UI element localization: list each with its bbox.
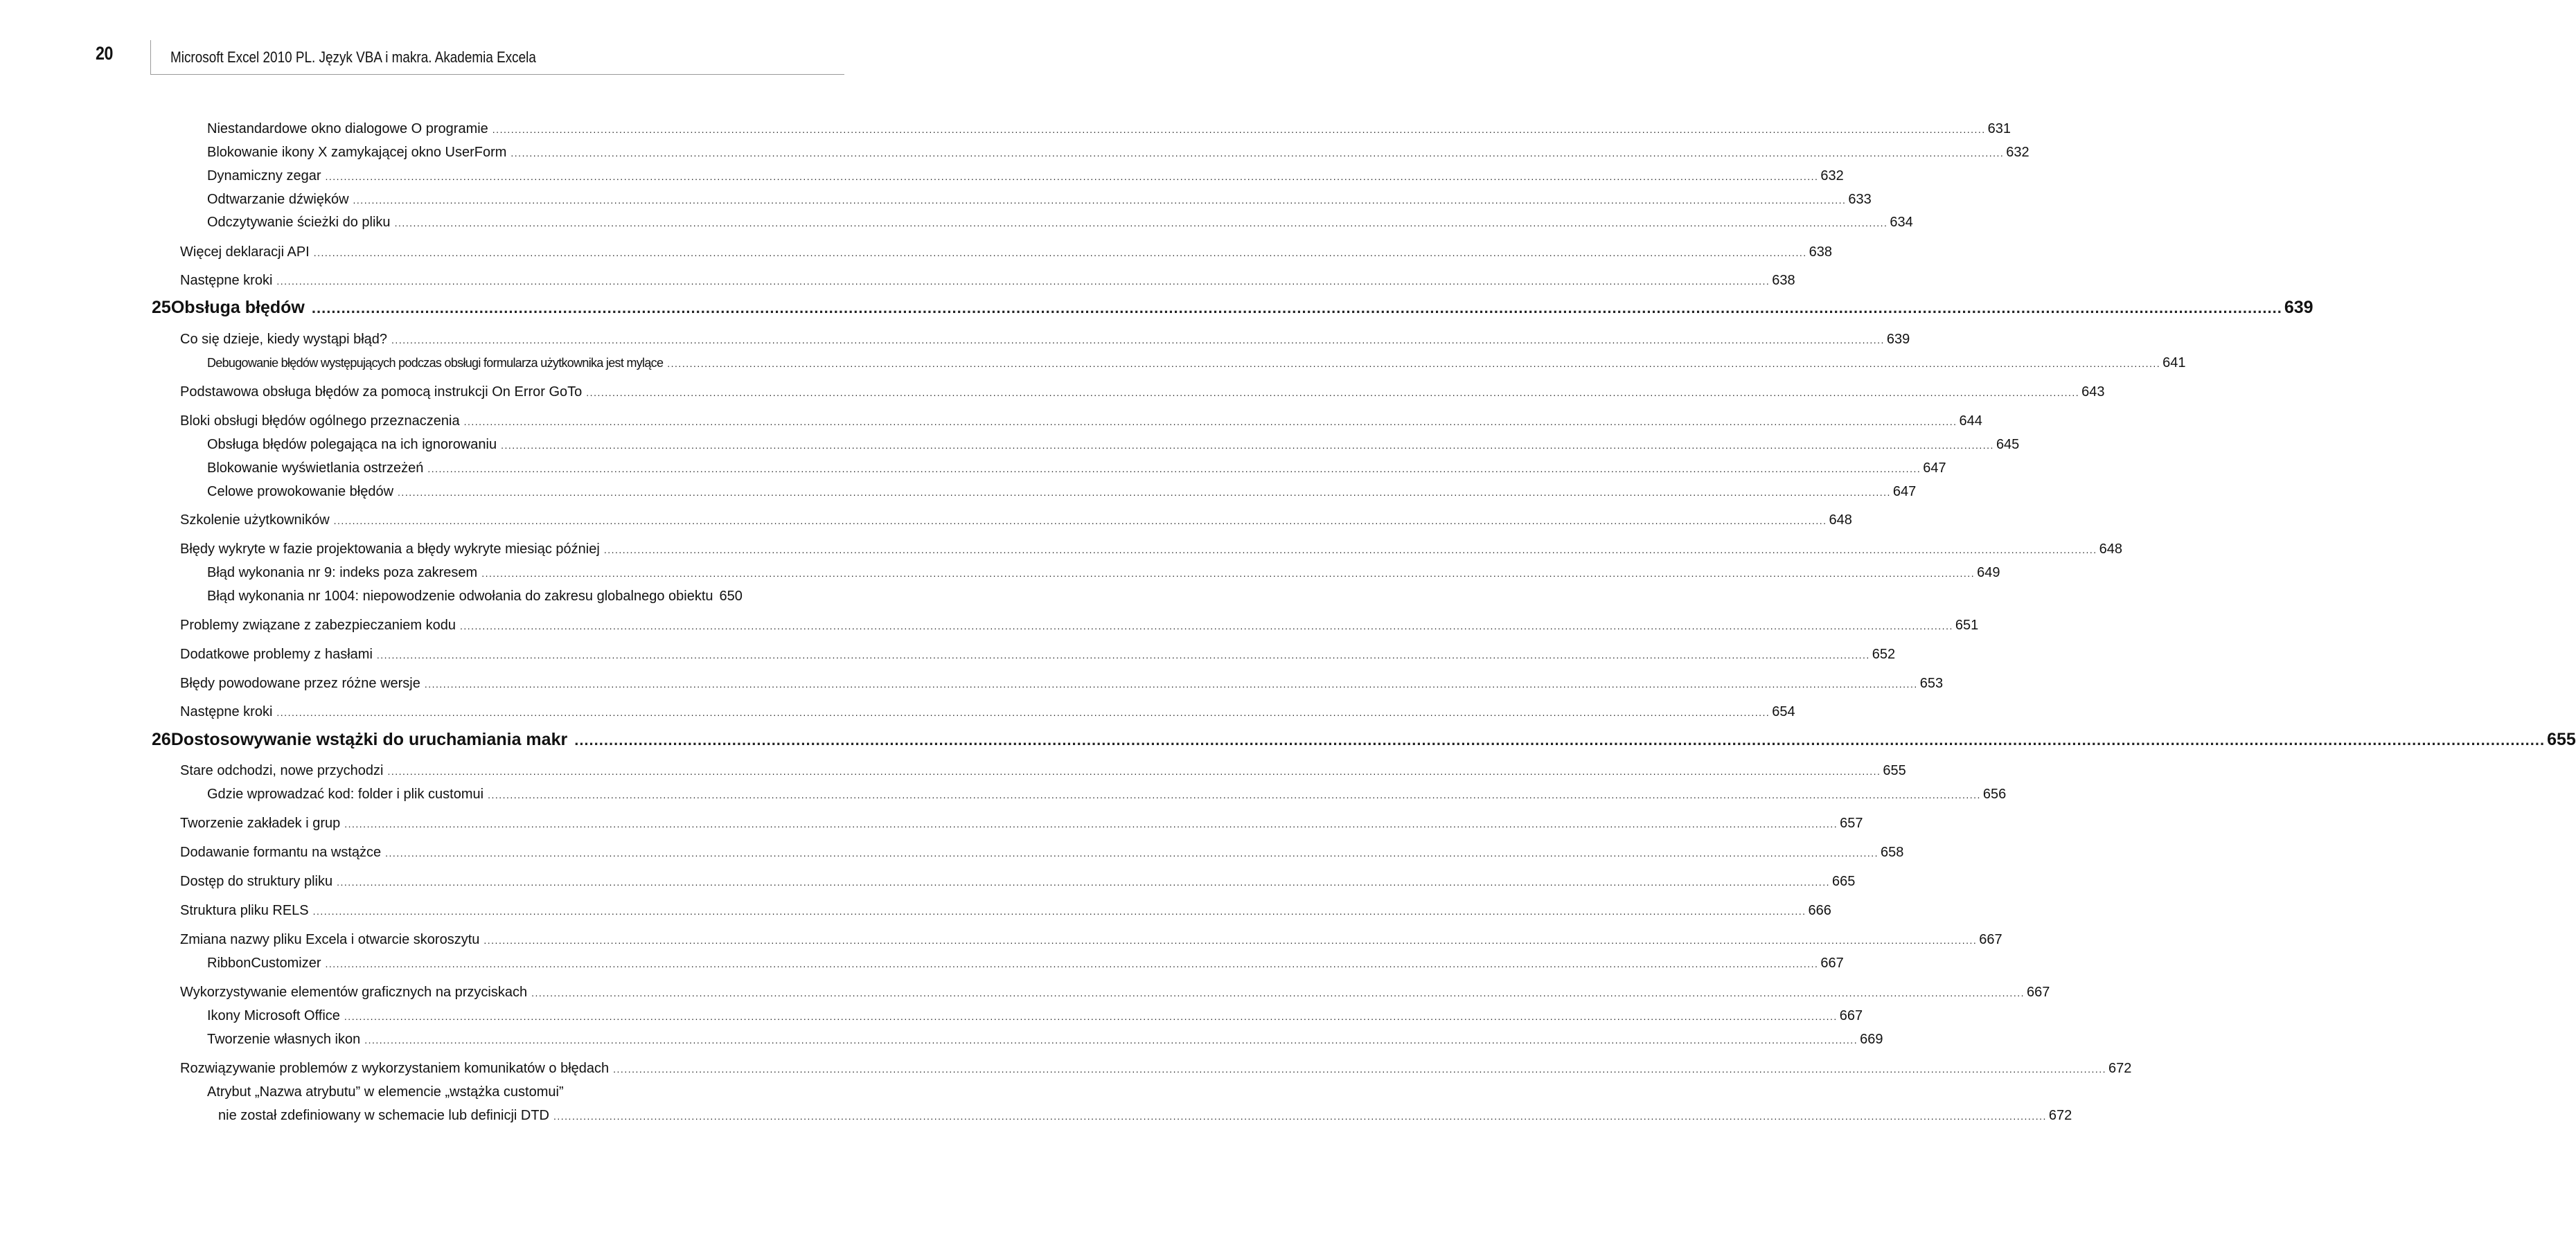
toc-entry-title: Stare odchodzi, nowe przychodzi (180, 763, 384, 778)
toc-entry-title: Podstawowa obsługa błędów za pomocą instrukcji On Error GoTo (180, 384, 583, 400)
page-ref: 643 (2081, 384, 2105, 400)
toc-entry-title-line: Atrybut „Nazwa atrybutu” w elemencie „wstążka customui” (207, 1084, 564, 1100)
toc-entry[interactable] (180, 872, 1856, 891)
toc-entry[interactable] (180, 539, 2123, 559)
dot-leader: ................................................................................................................................................................................................................................................................................................................................................................................................................ (313, 247, 1807, 258)
toc-entry-title: Wykorzystywanie elementów graficznych na przyciskach (180, 985, 528, 1000)
dot-leader: ................................................................................................................................................................................................................................................................................................................................................................................................................ (333, 515, 1827, 526)
page-ref: 631 (1987, 121, 2011, 136)
toc-entry-title: Szkolenie użytkowników (180, 512, 330, 528)
page-ref: 650 (719, 589, 743, 604)
toc-entry[interactable] (207, 190, 1872, 209)
toc-entry[interactable] (180, 1059, 2132, 1078)
dot-leader: ................................................................................................................................................................................................................................................................................................................................................................................................................ (344, 1011, 1838, 1022)
toc-entry-title: Debugowanie błędów występujących podczas obsługi formularza użytkownika jest mylące (207, 356, 664, 370)
dot-leader: ................................................................................................................................................................................................................................................................................................................................................................................................................ (427, 463, 1921, 474)
toc-entry-title: Obsługa błędów polegająca na ich ignorowaniu (207, 437, 497, 452)
toc-entry-title: Następne kroki (180, 704, 273, 719)
page-ref: 632 (1820, 168, 1844, 183)
toc-entry[interactable] (180, 330, 1910, 349)
toc-entry[interactable] (180, 510, 1852, 530)
toc-entry[interactable] (180, 702, 1795, 722)
dot-leader: ................................................................................................................................................................................................................................................................................................................................................................................................................ (325, 171, 1819, 182)
page-ref: 652 (1872, 647, 1896, 662)
toc-entry[interactable] (207, 563, 2000, 582)
toc-entry-title: Gdzie wprowadzać kod: folder i plik customui (207, 787, 484, 802)
toc-entry-title: Odtwarzanie dźwięków (207, 192, 349, 207)
toc-entry[interactable] (207, 119, 2011, 138)
toc-entry[interactable] (180, 930, 2002, 949)
toc-entry[interactable] (180, 901, 1831, 920)
chapter-title: Obsługa błędów (170, 298, 305, 317)
page-ref: 632 (2006, 145, 2029, 160)
toc-entry[interactable] (180, 674, 1944, 693)
page-ref: 633 (1848, 192, 1872, 207)
toc-entry-title: Tworzenie własnych ikon (207, 1032, 361, 1047)
page-ref: 644 (1959, 413, 1982, 429)
toc-entry[interactable] (207, 482, 1917, 501)
toc-chapter[interactable] (152, 728, 2576, 751)
toc-entry-title: Dynamiczny zegar (207, 168, 321, 183)
dot-leader: ................................................................................................................................................................................................................................................................................................................................................................................................................ (603, 544, 2097, 555)
page-ref: 647 (1892, 484, 1917, 499)
toc-entry-title: Blokowanie ikony X zamykającej okno UserForm (207, 145, 507, 160)
page-ref: 655 (1883, 763, 1906, 778)
dot-leader: ................................................................................................................................................................................................................................................................................................................................................................................................................ (510, 147, 2005, 159)
toc-entry-title: Odczytywanie ścieżki do pliku (207, 215, 391, 230)
toc-entry[interactable] (207, 1030, 1883, 1049)
dot-leader: ................................................................................................................................................................................................................................................................................................................................................................................................................ (391, 334, 1885, 346)
dot-leader: ................................................................................................................................................................................................................................................................................................................................................................................................................ (492, 124, 1986, 135)
toc-entry[interactable] (207, 1006, 1863, 1025)
chapter-title: Dostosowywanie wstążki do uruchamiania makr (170, 730, 568, 749)
page-ref: 647 (1923, 460, 1946, 476)
page-ref: 667 (1820, 956, 1844, 971)
dot-leader: ................................................................................................................................................................................................................................................................................................................................................................................................................ (376, 650, 1870, 661)
toc-entry[interactable] (207, 458, 1946, 478)
dot-leader: ................................................................................................................................................................................................................................................................................................................................................................................................................ (574, 731, 2546, 749)
dot-leader: ................................................................................................................................................................................................................................................................................................................................................................................................................ (667, 358, 2161, 369)
dot-leader: ................................................................................................................................................................................................................................................................................................................................................................................................................ (353, 195, 1847, 206)
page-ref: 658 (1881, 845, 1904, 860)
dot-leader: ................................................................................................................................................................................................................................................................................................................................................................................................................ (481, 568, 1975, 579)
page-ref: 667 (1979, 932, 2002, 947)
dot-leader: ................................................................................................................................................................................................................................................................................................................................................................................................................ (385, 848, 1879, 859)
toc-entry-title: RibbonCustomizer (207, 956, 321, 971)
toc-entry-title: Rozwiązywanie problemów z wykorzystaniem komunikatów o błędach (180, 1061, 610, 1076)
toc-entry[interactable] (207, 586, 743, 606)
dot-leader: ................................................................................................................................................................................................................................................................................................................................................................................................................ (613, 1064, 2107, 1075)
toc-entry[interactable] (180, 242, 1832, 262)
toc-entry[interactable] (207, 213, 1913, 232)
toc-entry[interactable] (207, 785, 2007, 804)
dot-leader: ................................................................................................................................................................................................................................................................................................................................................................................................................ (364, 1034, 1858, 1046)
toc-entry[interactable] (180, 983, 2050, 1002)
toc-entry-title: nie został zdefiniowany w schemacie lub definicji DTD (218, 1108, 549, 1123)
toc-entry-title: Dostęp do struktury pliku (180, 874, 333, 889)
toc-entry[interactable] (180, 616, 1979, 635)
toc-entry[interactable] (180, 843, 1904, 862)
page-ref: 654 (1772, 704, 1795, 719)
page-ref: 634 (1890, 215, 1913, 230)
page-ref: 639 (1886, 332, 1910, 347)
toc-entry-title: Struktura pliku RELS (180, 903, 309, 918)
toc-entry-title: Błąd wykonania nr 1004: niepowodzenie odwołania do zakresu globalnego obiektu (207, 589, 713, 604)
toc-entry-title: Bloki obsługi błędów ogólnego przeznaczenia (180, 413, 460, 429)
dot-leader: ................................................................................................................................................................................................................................................................................................................................................................................................................ (276, 707, 1770, 718)
page-number: 20 (96, 43, 113, 64)
page-ref: 656 (1982, 787, 2007, 802)
dot-leader: ................................................................................................................................................................................................................................................................................................................................................................................................................ (311, 299, 2282, 316)
dot-leader: ................................................................................................................................................................................................................................................................................................................................................................................................................ (398, 487, 1891, 498)
dot-leader: ................................................................................................................................................................................................................................................................................................................................................................................................................ (387, 766, 1881, 777)
dot-leader: ................................................................................................................................................................................................................................................................................................................................................................................................................ (344, 818, 1838, 830)
dot-leader: ................................................................................................................................................................................................................................................................................................................................................................................................................ (312, 906, 1806, 917)
dot-leader: ................................................................................................................................................................................................................................................................................................................................................................................................................ (463, 416, 1957, 427)
toc-entry-title: Zmiana nazwy pliku Excela i otwarcie skoroszytu (180, 932, 480, 947)
toc-entry[interactable] (180, 645, 1896, 664)
dot-leader: ................................................................................................................................................................................................................................................................................................................................................................................................................ (531, 987, 2025, 998)
toc-entry-title: Blokowanie wyświetlania ostrzeżeń (207, 460, 424, 476)
toc-entry[interactable] (180, 382, 2105, 402)
page-ref: 638 (1772, 273, 1795, 288)
chapter-number: 25 (152, 298, 171, 317)
dot-leader: ................................................................................................................................................................................................................................................................................................................................................................................................................ (586, 387, 2080, 398)
toc-entry-title: Co się dzieje, kiedy wystąpi błąd? (180, 332, 388, 347)
page-ref: 666 (1808, 903, 1831, 918)
toc-entry[interactable] (180, 411, 1982, 431)
toc-entry-title: Tworzenie zakładek i grup (180, 816, 341, 831)
page-ref: 655 (2547, 730, 2576, 749)
book-title: Microsoft Excel 2010 PL. Język VBA i makra. Akademia Excela (170, 48, 536, 66)
toc-entry-title: Błąd wykonania nr 9: indeks poza zakresem (207, 565, 478, 580)
page-ref: 669 (1860, 1032, 1883, 1047)
page-ref: 639 (2284, 298, 2313, 317)
dot-leader: ................................................................................................................................................................................................................................................................................................................................................................................................................ (325, 958, 1819, 969)
toc-entry-title: Niestandardowe okno dialogowe O programie (207, 121, 488, 136)
page-ref: 657 (1840, 816, 1863, 831)
page-ref: 672 (2108, 1061, 2132, 1076)
dot-leader: ................................................................................................................................................................................................................................................................................................................................................................................................................ (424, 679, 1918, 690)
dot-leader: ................................................................................................................................................................................................................................................................................................................................................................................................................ (459, 620, 1953, 632)
toc-entry-title: Ikony Microsoft Office (207, 1008, 340, 1023)
toc-entry[interactable] (207, 166, 1844, 186)
page-ref: 653 (1919, 676, 1944, 691)
toc-entry-title: Błędy powodowane przez różne wersje (180, 676, 420, 691)
page-ref: 645 (1996, 437, 2020, 452)
page-ref: 638 (1809, 244, 1832, 260)
page-ref: 648 (2099, 541, 2123, 557)
toc-entry[interactable] (218, 1106, 2072, 1125)
toc-chapter[interactable] (152, 296, 2313, 319)
dot-leader: ................................................................................................................................................................................................................................................................................................................................................................................................................ (483, 935, 1978, 946)
toc-entry[interactable] (207, 953, 1844, 973)
toc-entry-title: Następne kroki (180, 273, 273, 288)
toc-entry[interactable] (207, 435, 2020, 454)
toc-entry-title: Błędy wykryte w fazie projektowania a błędy wykryte miesiąc później (180, 541, 600, 557)
toc-entry-title: Dodatkowe problemy z hasłami (180, 647, 373, 662)
toc-entry[interactable] (180, 814, 1863, 833)
dot-leader: ................................................................................................................................................................................................................................................................................................................................................................................................................ (488, 789, 1981, 800)
page-ref: 651 (1955, 618, 1979, 633)
page-ref: 667 (1839, 1008, 1863, 1023)
toc-entry-title: Problemy związane z zabezpieczaniem kodu (180, 618, 456, 633)
page-ref: 665 (1831, 874, 1856, 889)
dot-leader: ................................................................................................................................................................................................................................................................................................................................................................................................................ (553, 1111, 2047, 1122)
page-ref: 667 (2026, 985, 2050, 1000)
toc-entry[interactable] (207, 143, 2029, 162)
toc-entry-title: Dodawanie formantu na wstążce (180, 845, 382, 860)
dot-leader: ................................................................................................................................................................................................................................................................................................................................................................................................................ (276, 276, 1770, 287)
toc-entry[interactable] (180, 761, 1906, 780)
toc-entry-title: Więcej deklaracji API (180, 244, 310, 260)
toc-entry[interactable] (207, 353, 2186, 373)
dot-leader: ................................................................................................................................................................................................................................................................................................................................................................................................................ (394, 217, 1888, 229)
toc-entry[interactable] (180, 271, 1795, 290)
toc-entry-title: Celowe prowokowanie błędów (207, 484, 394, 499)
page-ref: 641 (2162, 355, 2186, 370)
chapter-number: 26 (152, 730, 171, 749)
dot-leader: ................................................................................................................................................................................................................................................................................................................................................................................................................ (337, 877, 1830, 888)
page-ref: 672 (2048, 1108, 2072, 1123)
page-ref: 648 (1829, 512, 1852, 528)
page-ref: 649 (1977, 565, 2000, 580)
dot-leader: ................................................................................................................................................................................................................................................................................................................................................................................................................ (501, 440, 1994, 451)
